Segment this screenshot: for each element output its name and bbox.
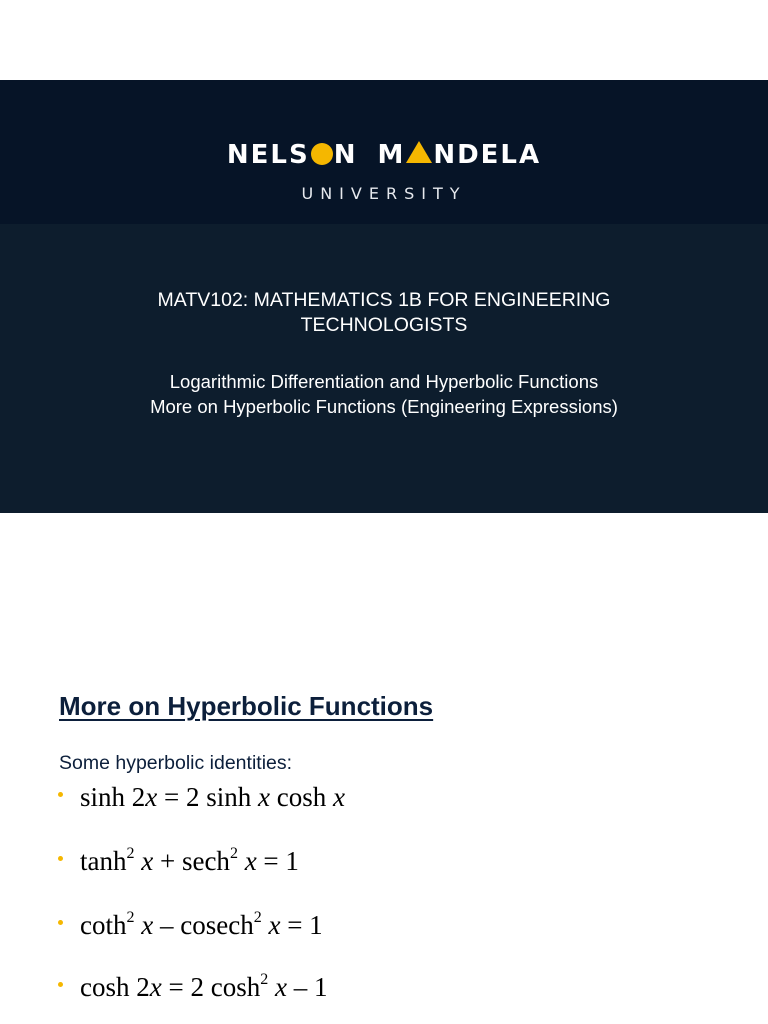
title-slide — [0, 80, 768, 513]
topic-lines — [60, 369, 708, 419]
identity-coth-cosech: coth$^2$ x – cosech$^2$ x = 1 — [80, 909, 323, 940]
logo-word-nelson: NELS N — [226, 140, 358, 170]
logo-triangle-icon — [406, 141, 432, 163]
bullet-icon — [58, 982, 63, 987]
identity-cosh-double: cosh 2x = 2 $\cosh^2 x - 1$ — [80, 971, 328, 1002]
identity-sinh-double: sinh 2x = 2 sinh x cosh x — [80, 782, 345, 812]
topic-line-1: Logarithmic Differentiation and Hyperbolic Functions — [169, 371, 599, 392]
bullet-icon — [58, 920, 63, 925]
bullet-icon — [58, 792, 63, 797]
university-logo — [0, 138, 768, 172]
logo-circle-icon — [311, 143, 333, 165]
logo-subtitle: UNIVERSITY — [301, 184, 467, 203]
section-heading: More on Hyperbolic Functions — [59, 691, 434, 721]
topic-line-2: More on Hyperbolic Functions (Engineering Expressions) — [150, 396, 618, 417]
logo-word-mandela: M NDELA — [377, 140, 542, 170]
intro-text: Some hyperbolic identities: — [59, 752, 293, 774]
course-title: MATV102: MATHEMATICS 1B FOR ENGINEERING TECHNOLOGISTS — [157, 289, 611, 336]
identity-tanh-sech: $\tanh^2 x + \sec h^2$ x = 1 — [80, 845, 299, 876]
bullet-icon — [58, 856, 63, 861]
logo-band — [0, 80, 768, 224]
